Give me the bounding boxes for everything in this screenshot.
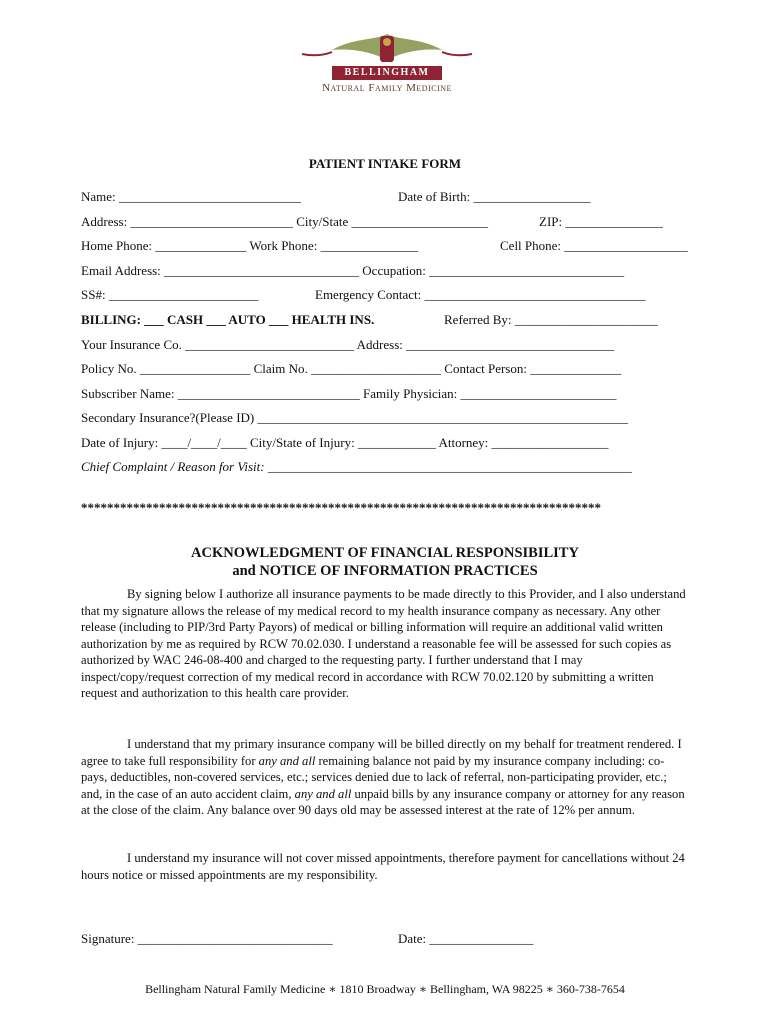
zip-field[interactable]: ZIP: _______________ [539, 214, 663, 229]
ack-heading: ACKNOWLEDGMENT OF FINANCIAL RESPONSIBILITY [191, 545, 579, 561]
ack-subheading: and NOTICE OF INFORMATION PRACTICES [232, 563, 538, 579]
ack-paragraph-2: I understand that my primary insurance company will be billed directly on my behalf for treatment rendered. I agree to take full responsibility for any and all remaining balance not paid by my insurance company including: co-pays, deductibles, non-covered services, etc.; services denied due to lack of referral, non-participating provider, etc.; and, in the case of an auto accident claim, any and all unpaid bills by any insurance company or attorney for any reason at the close of the claim. Any balance over 90 days old may be assessed interest at the rate of 12% per annum. [81, 737, 685, 817]
logo-subtitle: Natural Family Medicine [322, 82, 452, 94]
complaint-label: Chief Complaint / Reason for Visit: [81, 459, 265, 474]
signature-date-field[interactable]: Date: ________________ [398, 931, 534, 946]
insurance-company-field[interactable]: Your Insurance Co. __________________________ Address: ________________________________ [81, 337, 615, 352]
email-occupation-field[interactable]: Email Address: ______________________________ Occupation: ______________________________ [81, 263, 625, 278]
subscriber-physician-field[interactable]: Subscriber Name: ____________________________ Family Physician: ________________________ [81, 386, 617, 401]
complaint-field[interactable] [81, 459, 632, 475]
complaint-line[interactable]: ________________________________________________________ [264, 459, 632, 474]
name-field[interactable]: Name: ____________________________ [81, 189, 301, 204]
cell-phone-field[interactable]: Cell Phone: ___________________ [500, 238, 688, 253]
emergency-contact-field[interactable]: Emergency Contact: __________________________________ [315, 287, 646, 302]
dob-field[interactable]: Date of Birth: __________________ [398, 189, 591, 204]
phone-fields[interactable]: Home Phone: ______________ Work Phone: _______________ [81, 238, 419, 253]
ss-field[interactable]: SS#: _______________________ [81, 287, 259, 302]
form-title: PATIENT INTAKE FORM [308, 156, 462, 171]
policy-claim-field[interactable]: Policy No. _________________ Claim No. ____________________ Contact Person: ______________ [81, 361, 622, 376]
injury-field[interactable]: Date of Injury: ____/____/____ City/State of Injury: ____________ Attorney: __________________ [81, 435, 609, 450]
referred-by-field[interactable]: Referred By: ______________________ [444, 312, 658, 327]
separator: ******************************************************************************** [81, 500, 601, 515]
secondary-insurance-field[interactable]: Secondary Insurance?(Please ID) _________________________________________________________ [81, 410, 629, 425]
billing-options[interactable]: BILLING: ___ CASH ___ AUTO ___ HEALTH INS. [81, 312, 375, 327]
practice-logo [292, 30, 482, 100]
ack-paragraph-3: I understand my insurance will not cover missed appointments, therefore payment for cancellations without 24 hours notice or missed appointments are my responsibility. [81, 851, 685, 882]
address-field[interactable]: Address: _________________________ City/State _____________________ [81, 214, 488, 229]
logo-ornament-icon [292, 30, 482, 70]
ack-paragraph-1: By signing below I authorize all insurance payments to be made directly to this Provider, and I also understand that my signature allows the release of my medical record to my health insurance company as necessary. Any other release (including to PIP/3rd Party Payors) of medical or billing information will require an additional valid written authorization by me as required by RCW 70.02.030. I understand a reasonable fee will be assessed for such copies as authorized by WAC 246-08-400 and charged to the requesting party. I further understand that I may inspect/copy/request correction of my medical record in accordance with RCW 70.02.120 by submitting a written request and authorization to this health care provider. [81, 587, 686, 700]
logo-name: BELLINGHAM [332, 66, 442, 80]
footer-contact: Bellingham Natural Family Medicine ∗ 1810 Broadway ∗ Bellingham, WA 98225 ∗ 360-738-7654 [145, 982, 625, 996]
signature-field[interactable]: Signature: ______________________________ [81, 931, 333, 946]
